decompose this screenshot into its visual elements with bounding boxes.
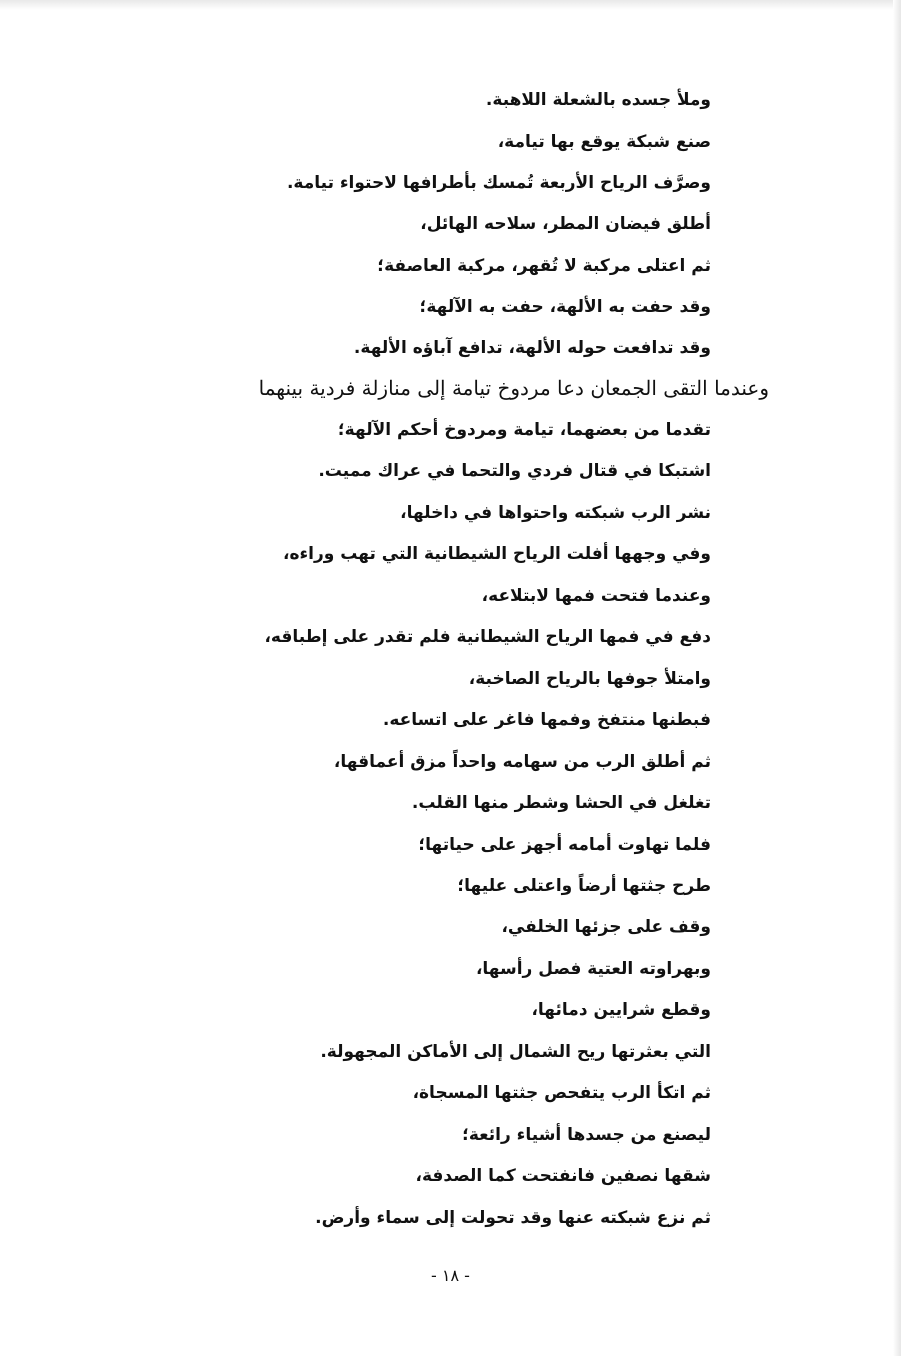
poem-line: ليصنع من جسدها أشياء رائعة؛	[462, 1125, 711, 1145]
poem-line: فلما تهاوت أمامه أجهز على حياتها؛	[418, 835, 711, 855]
poem-line: أطلق فيضان المطر، سلاحه الهائل،	[420, 214, 711, 234]
poem-line: وملأ جسده بالشعلة اللاهبة.	[485, 90, 711, 110]
poem-line: تقدما من بعضهما، تيامة ومردوخ أحكم الآلهة؛	[337, 420, 711, 440]
poem-line: وقد حفت به الألهة، حفت به الآلهة؛	[419, 297, 711, 317]
poem-line: وقف على جزئها الخلفي،	[501, 917, 711, 937]
poem-line: نشر الرب شبكته واحتواها في داخلها،	[400, 503, 711, 523]
poem-line: وقطع شرايين دمائها،	[531, 1000, 711, 1020]
poem-line: صنع شبكة يوقع بها تيامة،	[497, 132, 711, 152]
poem-line: وصرَّف الرياح الأربعة تُمسك بأطرافها لاحتواء تيامة.	[286, 173, 711, 193]
poem-line: فبطنها منتفخ وفمها فاغر على اتساعه.	[382, 710, 711, 730]
poem-line: شقها نصفين فانفتحت كما الصدفة،	[415, 1166, 711, 1186]
poem-line: ثم نزع شبكته عنها وقد تحولت إلى سماء وأرض.	[315, 1208, 711, 1228]
poem-line: وقد تدافعت حوله الألهة، تدافع آباؤه الألهة.	[353, 338, 711, 358]
poem-line: دفع في فمها الرياح الشيطانية فلم تقدر على إطباقه،	[264, 627, 711, 647]
poem-line: تغلغل في الحشا وشطر منها القلب.	[411, 793, 711, 813]
page-right-edge	[893, 0, 901, 1356]
poem-line: وعندما التقى الجمعان دعا مردوخ تيامة إلى منازلة فردية بينهما	[258, 376, 769, 400]
poem-line: وفي وجهها أفلت الرياح الشيطانية التي تهب وراءه،	[282, 544, 711, 564]
poem-line: ثم اعتلى مركبة لا تُقهر، مركبة العاصفة؛	[377, 256, 711, 276]
page-number: - ١٨ -	[431, 1266, 470, 1285]
poem-line: وبهراوته العتية فصل رأسها،	[475, 959, 711, 979]
poem-line: وامتلأ جوفها بالرياح الصاخبة،	[468, 669, 711, 689]
poem-line: اشتبكا في قتال فردي والتحما في عراك مميت.	[318, 461, 711, 481]
poem-line: وعندما فتحت فمها لابتلاعه،	[481, 586, 711, 606]
poem-line: ثم أطلق الرب من سهامه واحداً مزق أعماقها،	[333, 752, 711, 772]
poem-line: ثم اتكأ الرب يتفحص جثتها المسجاة،	[412, 1083, 711, 1103]
poem-line: التي بعثرتها ريح الشمال إلى الأماكن المجهولة.	[320, 1042, 711, 1062]
poem-line: طرح جثتها أرضاً واعتلى عليها؛	[457, 876, 711, 896]
page-top-edge	[0, 0, 901, 10]
